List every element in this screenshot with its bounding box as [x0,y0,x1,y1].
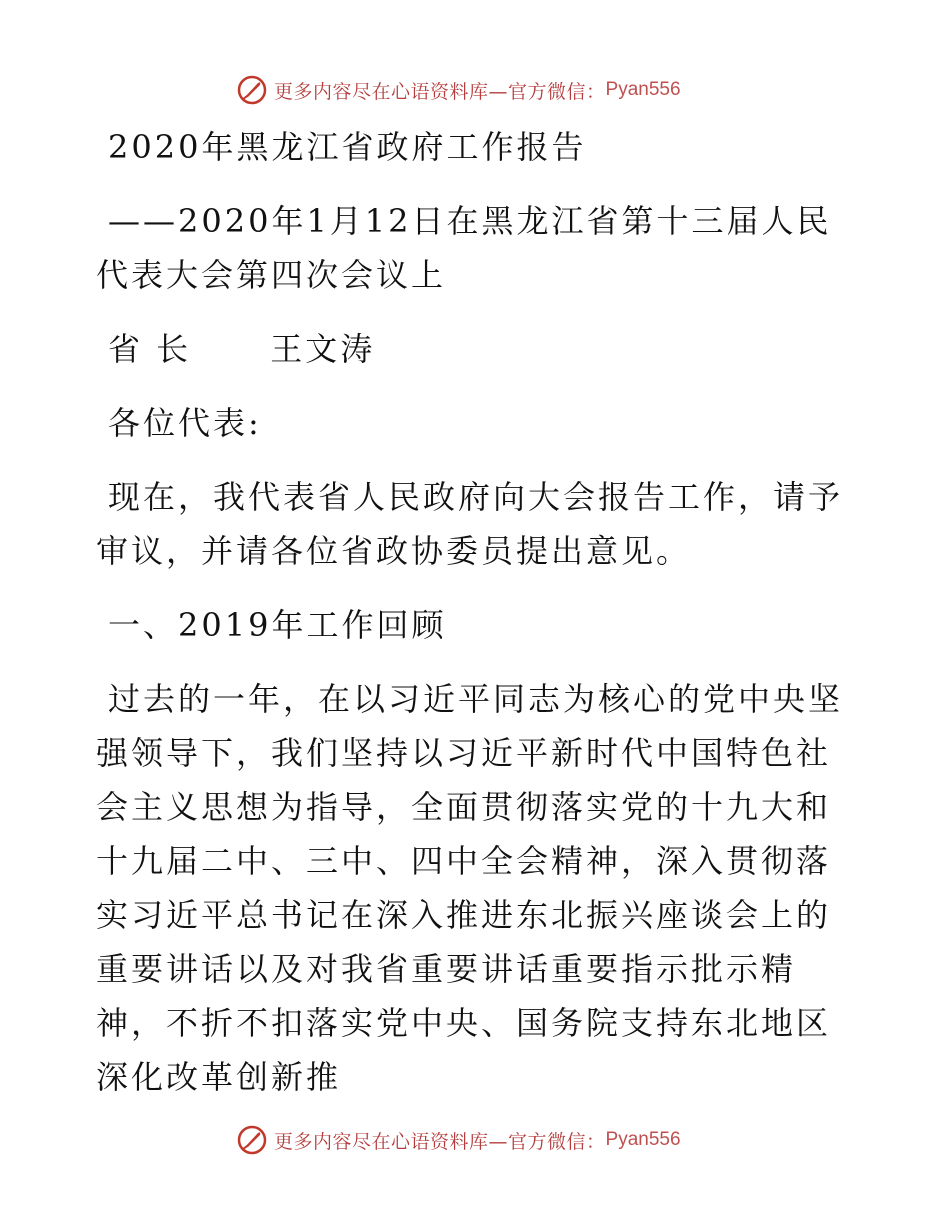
quill-logo-icon [236,74,268,106]
document-title: 2020年黑龙江省政府工作报告 [108,128,587,166]
signature-name: 王文涛 [270,330,376,368]
greeting: 各位代表: [108,404,262,442]
body-paragraph: 过去的一年，在以习近平同志为核心的党中央坚强领导下，我们坚持以习近平新时代中国特色社会主义思想为指导，全面贯彻落实党的十九大和十九届二中、三中、四中全会精神，深入贯彻落实习近平总书记在深入推进东北振兴座谈会上的重要讲话以及对我省重要讲话重要指示批示精神，不折不扣落实党中央、国务院支持东北地区深化改革创新推 [96,680,844,1096]
watermark-footer [236,1122,681,1158]
watermark-header [236,72,681,108]
section-heading: 一、2019年工作回顾 [108,606,447,644]
watermark-text: 更多内容尽在心语资料库—官方微信： [274,80,606,103]
document-body [96,120,856,1104]
signature-role: 省 长 [108,330,192,368]
watermark-wechat-id: Pyan556 [605,1129,681,1150]
watermark-text: 更多内容尽在心语资料库—官方微信： [274,1130,606,1153]
signature-line [96,322,856,376]
document-subtitle: ——2020年1月12日在黑龙江省第十三届人民代表大会第四次会议上 [96,202,832,294]
watermark-wechat-id: Pyan556 [605,79,681,100]
quill-logo-icon [236,1124,268,1156]
intro-paragraph: 现在，我代表省人民政府向大会报告工作，请予审议，并请各位省政协委员提出意见。 [96,478,844,570]
